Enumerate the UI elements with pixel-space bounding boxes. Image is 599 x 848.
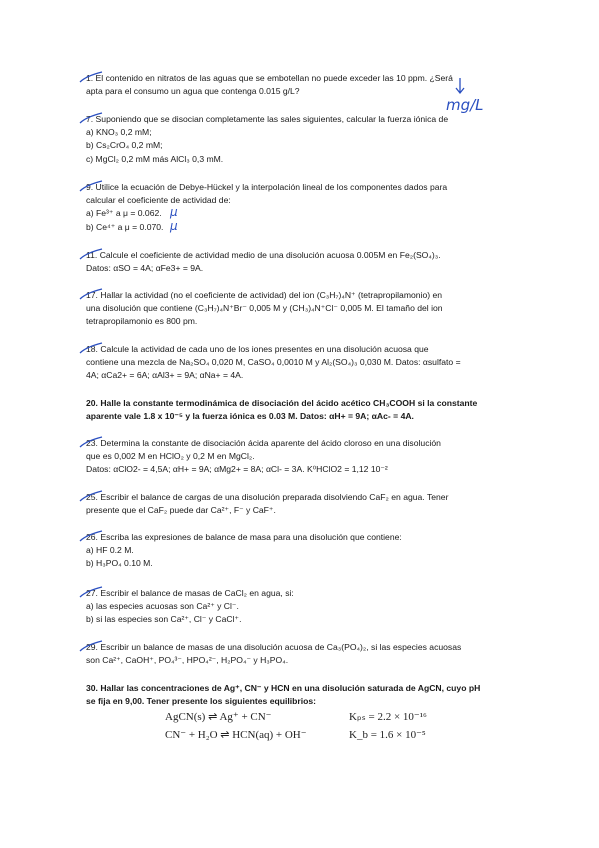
question-29	[86, 641, 516, 667]
question-line: a) las especies acuosas son Ca²⁺ y Cl⁻.	[86, 601, 239, 612]
question-line: 9. Utilice la ecuación de Debye-Hückel y la interpolación lineal de los componentes dados para	[86, 182, 448, 192]
question-line: 18. Calcule la actividad de cada uno de los iones presentes en una disolución acuosa que	[86, 344, 429, 354]
question-line: 27. Escribir el balance de masas de CaCl₂ en agua, si:	[86, 588, 294, 598]
question-line: que es 0,002 M en HClO₂ y 0,2 M en MgCl₂.	[86, 451, 255, 462]
question-17	[86, 289, 516, 329]
question-1	[86, 72, 516, 98]
question-line: 7. Suponiendo que se disocian completamente las sales siguientes, calcular la fuerza iónica de	[86, 114, 449, 124]
question-20	[86, 397, 516, 423]
handwritten-mu-a: μ	[170, 205, 178, 219]
question-line: 30. Hallar las concentraciones de Ag⁺, CN⁻ y HCN en una disolución saturada de AgCN, cuyo pH	[86, 683, 481, 693]
question-line: contiene una mezcla de Na₂SO₄ 0,020 M, CaSO₄ 0,0010 M y Al₂(SO₄)₃ 0,030 M. Datos: αsulfato =	[86, 357, 461, 368]
question-line: 11. Calcule el coeficiente de actividad medio de una disolución acuosa 0.005M en Fe₂(SO₄)₃.	[86, 250, 441, 260]
question-26	[86, 531, 516, 571]
equilibrium-constant: K_b = 1.6 × 10⁻⁵	[349, 729, 426, 741]
question-line: aparente vale 1.8 x 10⁻⁵ y la fuerza iónica es 0.03 M. Datos: αH+ = 9A; αAc- = 4A.	[86, 411, 414, 422]
question-25	[86, 491, 516, 517]
equilibrium-1	[165, 710, 465, 726]
equilibrium-constant: Kₚₛ = 2.2 × 10⁻¹⁶	[349, 711, 427, 723]
handwritten-mu-b: μ	[170, 219, 178, 233]
question-line: b) si las especies son Ca²⁺, Cl⁻ y CaCl⁺.	[86, 614, 242, 625]
question-9	[86, 181, 516, 234]
question-11	[86, 249, 516, 275]
question-line: a) Fe³⁺ a μ = 0.062.	[86, 208, 162, 219]
question-line: presente que el CaF₂ puede dar Ca²⁺, F⁻ y CaF⁺.	[86, 505, 276, 516]
question-line: a) HF 0.2 M.	[86, 545, 134, 556]
question-line: a) KNO₃ 0,2 mM;	[86, 127, 152, 138]
question-23	[86, 437, 516, 477]
question-18	[86, 343, 516, 383]
question-line: 4A; αCa2+ = 6A; αAl3+ = 9A; αNa+ = 4A.	[86, 370, 244, 381]
question-line: b) Cs₂CrO₄ 0,2 mM;	[86, 140, 163, 151]
question-line: 26. Escriba las expresiones de balance de masa para una disolución que contiene:	[86, 532, 402, 542]
equilibrium-2	[165, 728, 465, 744]
question-line: 20. Halle la constante termodinámica de disociación del ácido acético CH₃COOH si la constante	[86, 398, 478, 408]
handwritten-annotation: mg/L	[446, 96, 484, 114]
question-30	[86, 682, 516, 708]
question-line: Datos: αClO2- = 4,5A; αH+ = 9A; αMg2+ = 8A; αCl- = 3A. K⁰HClO2 = 1,12 10⁻²	[86, 464, 388, 475]
question-line: se fija en 9,00. Tener presente los siguientes equilibrios:	[86, 696, 317, 707]
question-line: 17. Hallar la actividad (no el coeficiente de actividad) del ion (C₃H₇)₄N⁺ (tetrapropilamonio) en	[86, 290, 443, 300]
question-27	[86, 587, 516, 627]
question-line: son Ca²⁺, CaOH⁺, PO₄³⁻, HPO₄²⁻, H₂PO₄⁻ y H₃PO₄.	[86, 655, 289, 666]
question-7	[86, 113, 516, 166]
question-line: una disolución que contiene (C₃H₇)₄N⁺Br⁻ 0,005 M y (CH₃)₄N⁺Cl⁻ 0,005 M. El tamaño del ion	[86, 303, 443, 314]
question-line: calcular el coeficiente de actividad de:	[86, 195, 231, 206]
equilibrium-reaction: CN⁻ + H₂O ⇌ HCN(aq) + OH⁻	[165, 729, 307, 741]
question-line: b) Ce⁴⁺ a μ = 0.070.	[86, 221, 164, 232]
question-line: 1. El contenido en nitratos de las aguas que se embotellan no puede exceder las 10 ppm. ¿Será	[86, 73, 453, 83]
equilibrium-reaction: AgCN(s) ⇌ Ag⁺ + CN⁻	[165, 711, 272, 723]
question-line: 23. Determina la constante de disociación ácida aparente del ácido cloroso en una disolución	[86, 438, 441, 448]
question-line: b) H₃PO₄ 0.10 M.	[86, 558, 153, 569]
question-line: apta para el consumo un agua que contenga 0.015 g/L?	[86, 86, 300, 97]
question-line: tetrapropilamonio es 800 pm.	[86, 316, 198, 327]
question-line: Datos: αSO = 4A; αFe3+ = 9A.	[86, 263, 204, 274]
question-line: 29. Escribir un balance de masas de una disolución acuosa de Ca₃(PO₄)₂, si las especies acuosas	[86, 642, 462, 652]
question-line: 25. Escribir el balance de cargas de una disolución preparada disolviendo CaF₂ en agua. Tener	[86, 492, 449, 502]
question-line: c) MgCl₂ 0,2 mM más AlCl₃ 0,3 mM.	[86, 153, 224, 164]
